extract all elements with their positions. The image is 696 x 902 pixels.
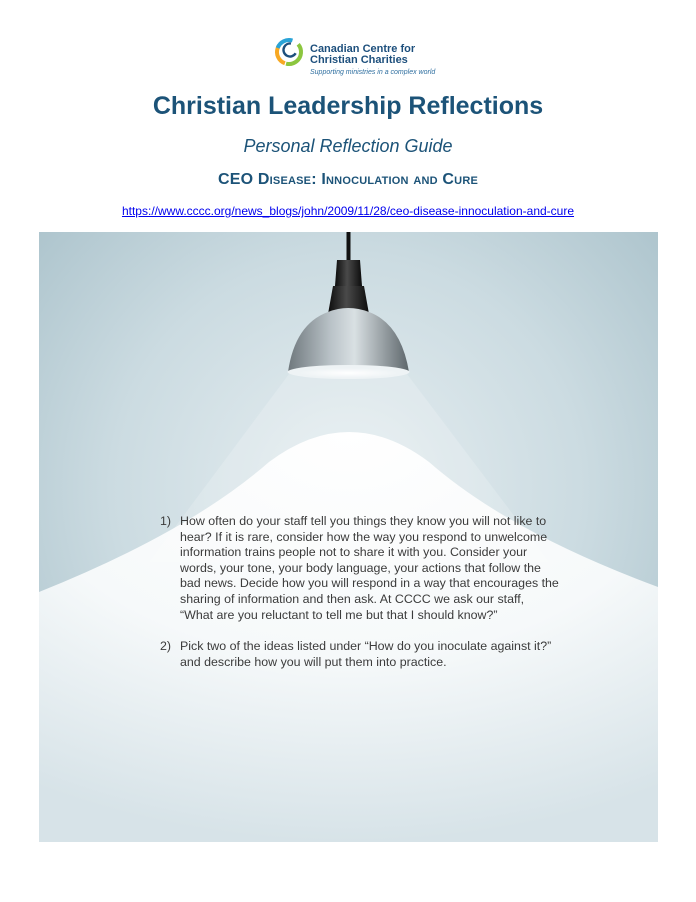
- reflection-questions: [160, 514, 560, 686]
- question-text: How often do your staff tell you things they know you will not like to hear? If it is rare, consider how the way you respond to unwelcome information trains people not to share it with you. Consider your words, your tone, your body language, your actions that follow the bad news. Decide how you will respond in a way that encourages the sharing of information and then ask. At CCCC we ask our staff, “What are you reluctant to tell me but that I should know?”: [180, 514, 559, 622]
- question-number: 1): [160, 514, 172, 528]
- cccc-ring-logo-icon: [272, 35, 306, 69]
- source-article-link[interactable]: https://www.cccc.org/news_blogs/john/2009/11/28/ceo-disease-innoculation-and-cure: [121, 204, 575, 218]
- question-number: 2): [160, 639, 172, 654]
- page-subtitle: Personal Reflection Guide: [243, 136, 453, 156]
- page-title: Christian Leadership Reflections: [152, 92, 544, 120]
- question-item: [160, 514, 560, 623]
- question-text: Pick two of the ideas listed under “How do you inoculate against it?” and describe how you will put them into practice.: [180, 639, 552, 669]
- section-title: CEO Disease: Innoculation and Cure: [218, 171, 478, 188]
- logo-tagline: Supporting ministries in a complex world: [310, 69, 436, 76]
- cccc-logo: [272, 33, 462, 81]
- logo-org-name: Canadian Centre for Christian Charities: [310, 43, 416, 66]
- question-item: [160, 639, 560, 670]
